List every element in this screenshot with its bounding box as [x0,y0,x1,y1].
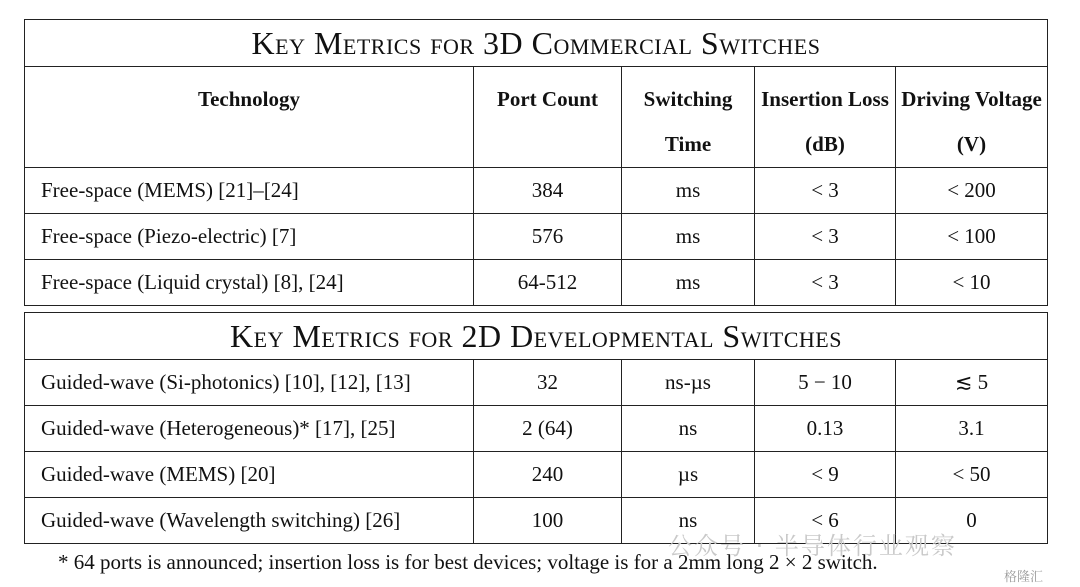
header-switching-time: Switching Time [622,67,755,168]
cell-switching-time: µs [622,452,755,498]
watermark-text: 公众号 · 半导体行业观察 [668,532,957,560]
cell-technology: Guided-wave (MEMS) [20] [25,452,474,498]
cell-insertion-loss: < 6 [755,498,896,544]
tables-container [24,19,1047,544]
table-row [25,452,1048,498]
developmental-switches-table [24,312,1048,544]
cell-technology: Free-space (Piezo-electric) [7] [25,214,474,260]
cell-driving-voltage: 3.1 [896,406,1048,452]
cell-port-count: 64-512 [474,260,622,306]
cell-port-count: 100 [474,498,622,544]
header-driving-voltage: Driving Voltage (V) [896,67,1048,168]
cell-insertion-loss: < 9 [755,452,896,498]
cell-switching-time: ms [622,168,755,214]
table-row [25,360,1048,406]
cell-technology: Guided-wave (Heterogeneous)* [17], [25] [25,406,474,452]
cell-insertion-loss: < 3 [755,168,896,214]
table-footnote: * 64 ports is announced; insertion loss is for best devices; voltage is for a 2mm long 2 × 2 switch. [58,550,878,574]
header-technology: Technology [25,67,474,168]
watermark-logo: 格隆汇 [1004,570,1044,585]
cell-port-count: 240 [474,452,622,498]
table-row [25,406,1048,452]
table-row [25,214,1048,260]
cell-technology: Free-space (Liquid crystal) [8], [24] [25,260,474,306]
commercial-switches-table [24,19,1048,306]
header-port-count: Port Count [474,67,622,168]
cell-switching-time: ms [622,260,755,306]
cell-port-count: 32 [474,360,622,406]
cell-port-count: 576 [474,214,622,260]
cell-technology: Guided-wave (Si-photonics) [10], [12], [13] [25,360,474,406]
cell-port-count: 384 [474,168,622,214]
cell-driving-voltage: < 100 [896,214,1048,260]
cell-insertion-loss: 0.13 [755,406,896,452]
cell-driving-voltage: 0 [896,498,1048,544]
cell-switching-time: ns [622,406,755,452]
cell-driving-voltage: < 50 [896,452,1048,498]
table-row [25,260,1048,306]
cell-switching-time: ms [622,214,755,260]
cell-insertion-loss: 5 − 10 [755,360,896,406]
cell-driving-voltage: < 10 [896,260,1048,306]
cell-driving-voltage: < 200 [896,168,1048,214]
header-insertion-loss: Insertion Loss (dB) [755,67,896,168]
cell-switching-time: ns-µs [622,360,755,406]
cell-technology: Guided-wave (Wavelength switching) [26] [25,498,474,544]
table-row [25,168,1048,214]
cell-driving-voltage: ≲ 5 [896,360,1048,406]
cell-insertion-loss: < 3 [755,214,896,260]
commercial-table-title: Key Metrics for 3D Commercial Switches [25,20,1048,67]
cell-port-count: 2 (64) [474,406,622,452]
cell-insertion-loss: < 3 [755,260,896,306]
cell-switching-time: ns [622,498,755,544]
developmental-table-title: Key Metrics for 2D Developmental Switches [25,313,1048,360]
cell-technology: Free-space (MEMS) [21]–[24] [25,168,474,214]
